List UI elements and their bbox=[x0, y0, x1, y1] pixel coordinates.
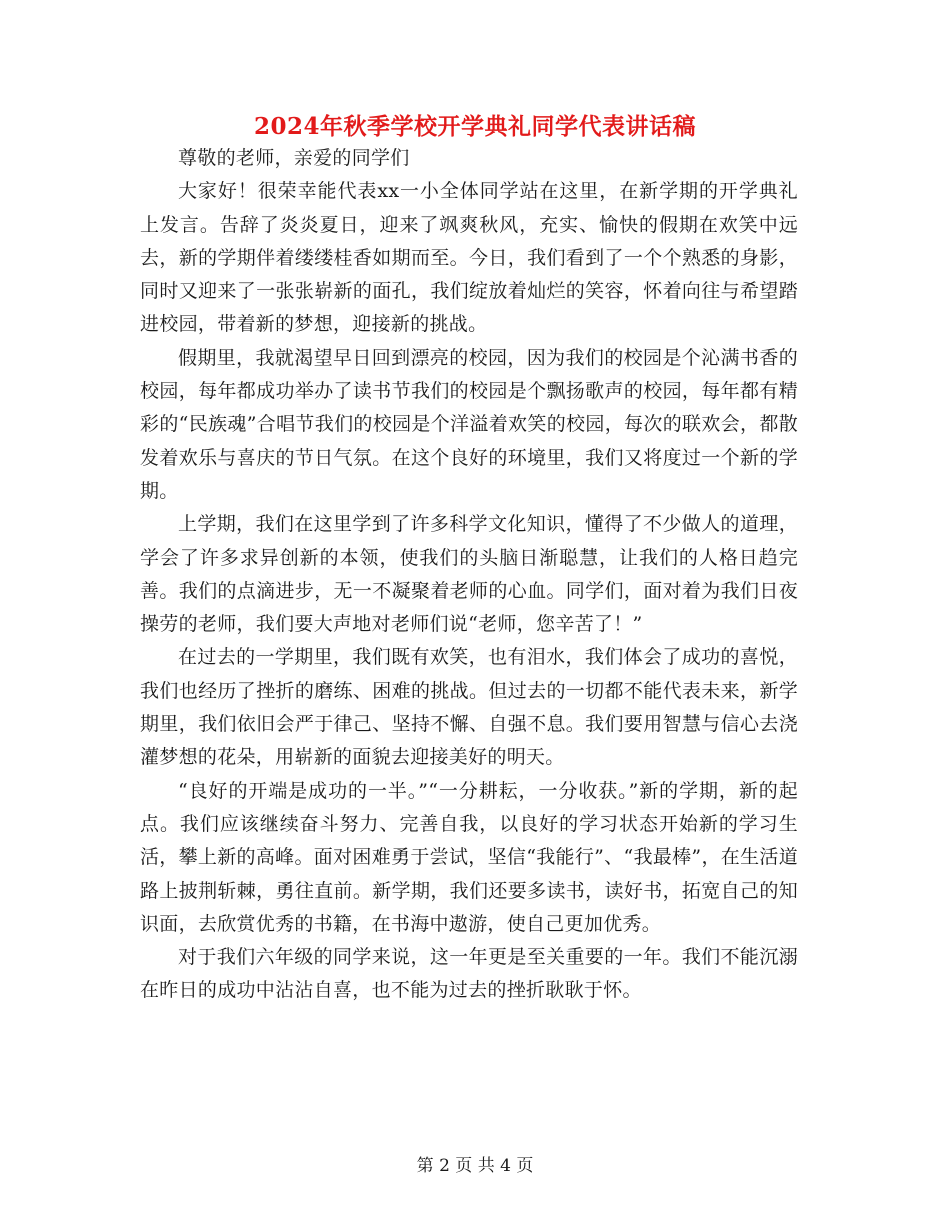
paragraph: 大家好！很荣幸能代表xx一小全体同学站在这里，在新学期的开学典礼上发言。告辞了炎炎夏日，迎来了飒爽秋风，充实、愉快的假期在欢笑中远去，新的学期伴着缕缕桂香如期而至。今日，我们看到了一个个熟悉的身影，同时又迎来了一张张崭新的面孔，我们绽放着灿烂的笑容，怀着向往与希望踏进校园，带着新的梦想，迎接新的挑战。 bbox=[140, 180, 798, 336]
paragraph: 假期里，我就渴望早日回到漂亮的校园，因为我们的校园是个沁满书香的校园，每年都成功举办了读书节我们的校园是个飘扬歌声的校园，每年都有精彩的“民族魂”合唱节我们的校园是个洋溢着欢笑的校园，每次的联欢会，都散发着欢乐与喜庆的节日气氛。在这个良好的环境里，我们又将度过一个新的学期。 bbox=[140, 346, 798, 502]
paragraph-salutation: 尊敬的老师，亲爱的同学们 bbox=[178, 147, 410, 169]
page-number-footer: 第 2 页 共 4 页 bbox=[416, 1156, 534, 1176]
paragraph: 上学期，我们在这里学到了许多科学文化知识，懂得了不少做人的道理，学会了许多求异创新的本领，使我们的头脑日渐聪慧，让我们的人格日趋完善。我们的点滴进步，无一不凝聚着老师的心血。同学们，面对着为我们日夜操劳的老师，我们要大声地对老师们说“老师，您辛苦了！” bbox=[140, 513, 798, 636]
paragraph: “良好的开端是成功的一半。”“一分耕耘，一分收获。”新的学期，新的起点。我们应该继续奋斗努力、完善自我，以良好的学习状态开始新的学习生活，攀上新的高峰。面对困难勇于尝试，坚信“我能行”、“我最棒”，在生活道路上披荆斩棘，勇往直前。新学期，我们还要多读书，读好书，拓宽自己的知识面，去欣赏优秀的书籍，在书海中遨游，使自己更加优秀。 bbox=[140, 779, 798, 935]
document-body bbox=[140, 142, 798, 1008]
document-title: 2024年秋季学校开学典礼同学代表讲话稿 bbox=[253, 113, 696, 140]
paragraph: 在过去的一学期里，我们既有欢笑，也有泪水，我们体会了成功的喜悦，我们也经历了挫折的磨练、困难的挑战。但过去的一切都不能代表未来，新学期里，我们依旧会严于律己、坚持不懈、自强不息。我们要用智慧与信心去浇灌梦想的花朵，用崭新的面貌去迎接美好的明天。 bbox=[140, 646, 798, 769]
paragraph: 对于我们六年级的同学来说，这一年更是至关重要的一年。我们不能沉溺在昨日的成功中沾沾自喜，也不能为过去的挫折耿耿于怀。 bbox=[140, 946, 798, 1002]
